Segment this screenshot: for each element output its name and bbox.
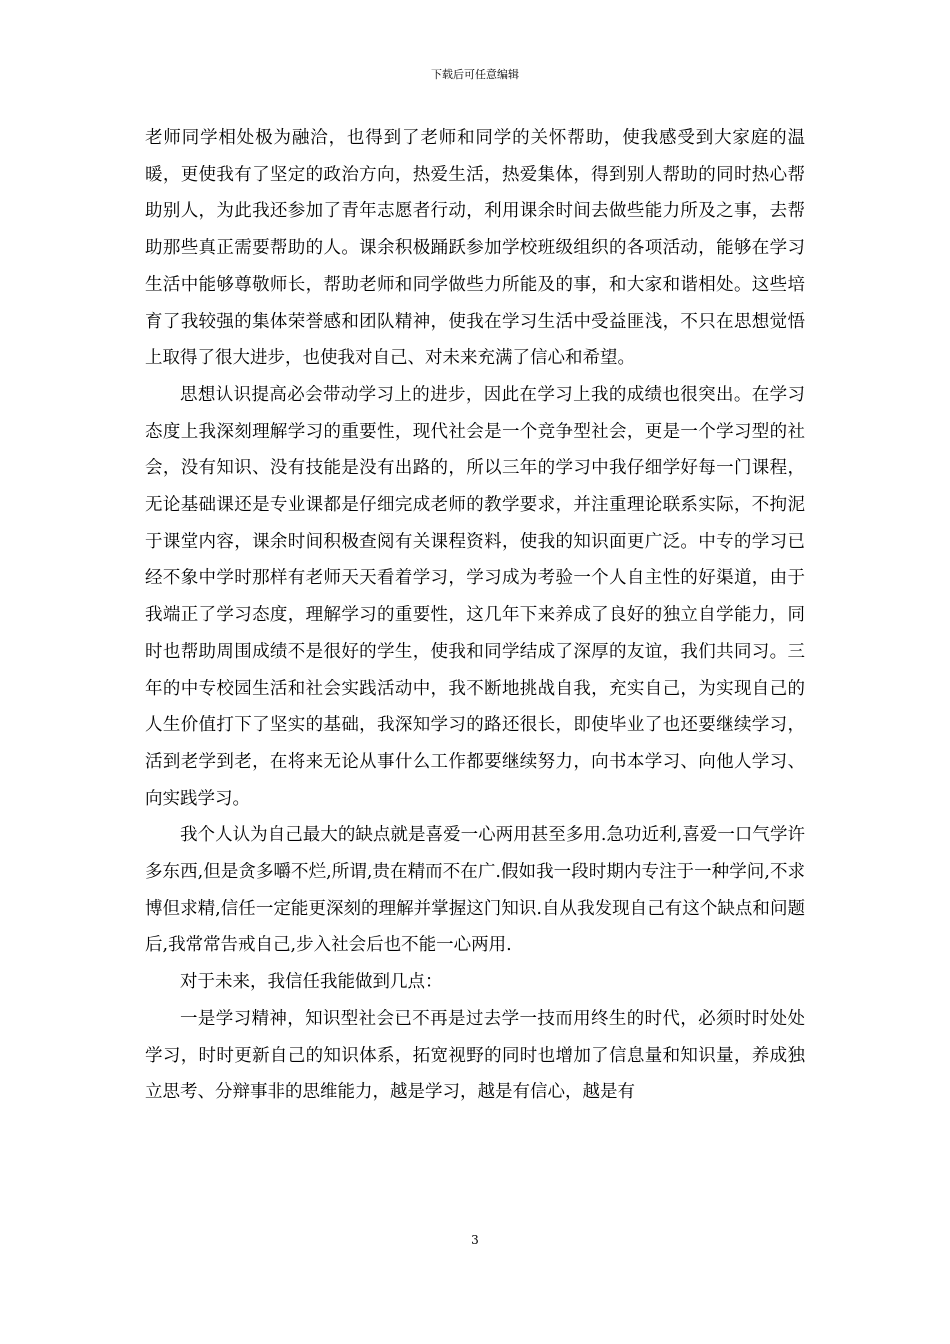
paragraph: 对于未来，我信任我能做到几点： bbox=[180, 972, 443, 993]
page-number: 3 bbox=[471, 1233, 479, 1247]
page-header: 下载后可任意编辑 bbox=[431, 68, 519, 81]
paragraph-continuation: 老师同学相处极为融洽，也得到了老师和同学的关怀帮助，使我感受到大家庭的温暖，更使我有了坚定的政治方向，热爱生活，热爱集体，得到别人帮助的同时热心帮助别人，为此我还参加了青年志愿者行动，利用课余时间去做些能力所及之事，去帮助那些真正需要帮助的人。课余积极踊跃参加学校班级组织的各项活动，能够在学习生活中能够尊敬师长，帮助老师和同学做些力所能及的事，和大家和谐相处。这些培育了我较强的集体荣誉感和团队精神，使我在学习生活中受益匪浅，不只在思想觉悟上取得了很大进步，也使我对自己、对未来充满了信心和希望。 bbox=[145, 128, 805, 369]
paragraph: 我个人认为自己最大的缺点就是喜爱一心两用甚至多用.急功近利,喜爱一口气学许多东西,但是贪多嚼不烂,所谓,贵在精而不在广.假如我一段时期内专注于一种学问,不求博但求精,信任一定能更深刻的理解并掌握这门知识.自从我发现自己有这个缺点和问题后,我常常告戒自己,步入社会后也不能一心两用. bbox=[145, 825, 805, 956]
document-body bbox=[145, 120, 805, 1111]
paragraph: 一是学习精神，知识型社会已不再是过去学一技而用终生的时代，必须时时处处学习，时时更新自己的知识体系，拓宽视野的同时也增加了信息量和知识量，养成独立思考、分辩事非的思维能力，越是学习，越是有信心，越是有 bbox=[145, 1008, 805, 1103]
paragraph: 思想认识提高必会带动学习上的进步，因此在学习上我的成绩也很突出。在学习态度上我深刻理解学习的重要性，现代社会是一个竞争型社会，更是一个学习型的社会，没有知识、没有技能是没有出路的，所以三年的学习中我仔细学好每一门课程，无论基础课还是专业课都是仔细完成老师的教学要求，并注重理论联系实际，不拘泥于课堂内容，课余时间积极查阅有关课程资料，使我的知识面更广泛。中专的学习已经不象中学时那样有老师天天看着学习，学习成为考验一个人自主性的好渠道，由于我端正了学习态度，理解学习的重要性，这几年下来养成了良好的独立自学能力，同时也帮助周围成绩不是很好的学生，使我和同学结成了深厚的友谊，我们共同习。三年的中专校园生活和社会实践活动中，我不断地挑战自我，充实自己，为实现自己的人生价值打下了坚实的基础，我深知学习的路还很长，即使毕业了也还要继续学习，活到老学到老，在将来无论从事什么工作都要继续努力，向书本学习、向他人学习、向实践学习。 bbox=[145, 384, 805, 809]
